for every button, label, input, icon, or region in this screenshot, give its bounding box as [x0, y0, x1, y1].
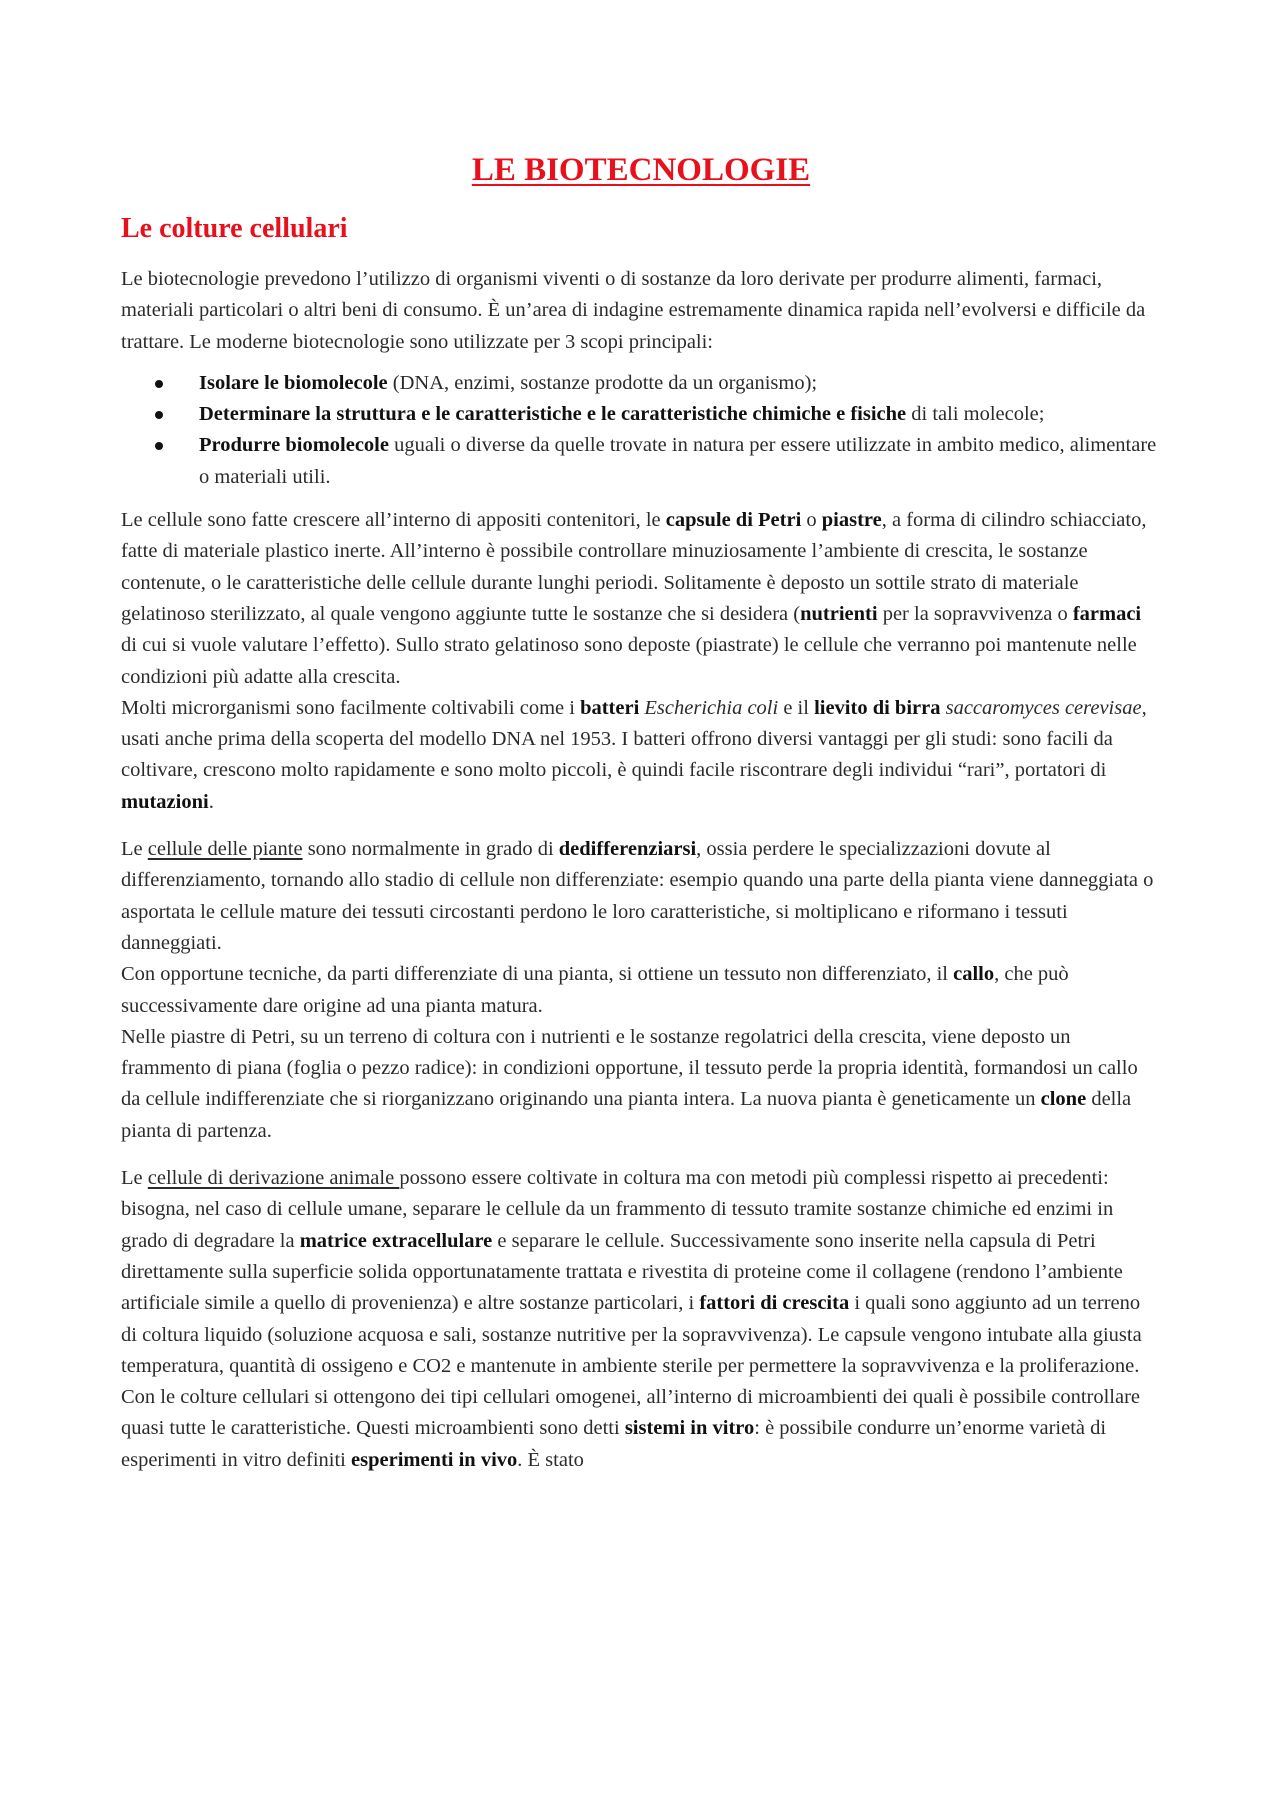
text-run: Nelle piastre di Petri, su un terreno di coltura con i nutrienti e le sostanze regolatrici della crescita, viene deposto un frammento di piana (foglia o pezzo radice): in condizioni opportune, il tessuto perde la propria identità, formandosi un callo da cellule indifferenziate che si riorganizzano originando una pianta intera. La nuova pianta è geneticamente un	[121, 1025, 1138, 1111]
microorganisms-paragraph	[121, 693, 1161, 818]
list-item-text: (DNA, enzimi, sostanze prodotte da un organismo);	[387, 371, 818, 394]
text-run: della pianta di partenza.	[121, 1088, 1132, 1142]
intro-text: Le biotecnologie prevedono l’utilizzo di organismi viventi o di sostanze da loro derivate per produrre alimenti, farmaci, materiali particolari o altri beni di consumo. È un’area di indagine estremamente dinamica rapida nell’evolversi e difficile da trattare. Le moderne biotecnologie sono utilizzate per 3 scopi principali:	[121, 268, 1146, 353]
petri-paragraph	[121, 505, 1161, 693]
text-run: Le cellule sono fatte crescere all’interno di appositi contenitori, le	[121, 509, 666, 532]
bold-term: esperimenti in vivo	[351, 1448, 518, 1471]
callus-paragraph	[121, 959, 1161, 1022]
list-item-bold: Produrre biomolecole	[199, 434, 389, 457]
list-item-bold: Determinare la struttura e le caratteristiche e le caratteristiche chimiche e fisiche	[199, 403, 907, 426]
list-item	[199, 399, 1161, 430]
list-item-text: di tali molecole;	[906, 403, 1045, 426]
paragraph-gap	[121, 1147, 1161, 1163]
italic-term: saccaromyces cerevisae	[945, 696, 1142, 719]
document-page	[121, 150, 1161, 1476]
text-run: : è possibile condurre un’enorme varietà di esperimenti in vitro definiti	[121, 1417, 1107, 1471]
underlined-term: cellule delle piante	[147, 838, 303, 861]
bold-term: callo	[953, 963, 995, 986]
text-run: , usati anche prima della scoperta del modello DNA nel 1953. I batteri offrono diversi vantaggi per gli studi: sono facili da coltivare, crescono molto rapidamente e sono molto piccoli, è quindi facile riscontrare degli individui “rari”, portatori di	[121, 696, 1147, 782]
list-item	[199, 430, 1161, 493]
bold-term: lievito di birra	[814, 696, 941, 719]
bold-term: clone	[1040, 1088, 1087, 1111]
text-run: Le	[121, 1167, 148, 1190]
bold-term: piastre	[821, 509, 882, 532]
bold-term: dedifferenziarsi	[558, 838, 697, 861]
intro-paragraph	[121, 264, 1161, 358]
text-run: per la sopravvivenza o	[877, 602, 1073, 625]
text-run: , che può successivamente dare origine ad una pianta matura.	[121, 963, 1069, 1017]
bold-term: farmaci	[1072, 602, 1142, 625]
text-run: , a forma di cilindro schiacciato, fatte di materiale plastico inerte. All’interno è possibile controllare minuziosamente l’ambiente di crescita, le sostanze contenute, o le caratteristiche delle cellule durante lunghi periodi. Solitamente è deposto un sottile strato di materiale gelatinoso sterilizzato, al quale vengono aggiunte tutte le sostanze che si desidera (	[121, 509, 1147, 625]
bold-term: mutazioni	[121, 790, 209, 813]
text-run: , ossia perdere le specializzazioni dovute al differenziamento, tornando allo stadio di cellule non differenziate: esempio quando una parte della pianta viene danneggiata o asportata le cellule mature dei tessuti circostanti perdono le loro caratteristiche, si moltiplicano e riformano i tessuti danneggiati.	[121, 838, 1154, 954]
purposes-list	[121, 368, 1161, 493]
text-run: Le	[121, 838, 148, 861]
text-run: Molti microrganismi sono facilmente coltivabili come i	[121, 696, 581, 719]
list-item-bold: Isolare le biomolecole	[199, 371, 388, 394]
bold-term: batteri	[580, 696, 640, 719]
text-run: sono normalmente in grado di	[302, 838, 559, 861]
text-run: di cui si vuole valutare l’effetto). Sullo strato gelatinoso sono deposte (piastrate) le cellule che verranno poi mantenute nelle condizioni più adatte alla crescita.	[121, 634, 1137, 688]
animal-cells-paragraph	[121, 1163, 1161, 1382]
italic-term: Escherichia coli	[644, 696, 779, 719]
plant-cells-paragraph	[121, 834, 1161, 959]
text-run: possono essere coltivate in coltura ma con metodi più complessi rispetto ai precedenti: bisogna, nel caso di cellule umane, separare le cellule da un frammento di tessuto tramite sostanze chimiche ed enzimi in grado di degradare la	[121, 1167, 1114, 1252]
text-run: i quali sono aggiunto ad un terreno di coltura liquido (soluzione acquosa e sali, sostanze nutritive per la sopravvivenza). Le capsule vengono intubate alla giusta temperatura, quantità di ossigeno e CO2 e mantenute in ambiente sterile per permettere la sopravvivenza e la proliferazione.	[121, 1292, 1142, 1377]
section-title: Le colture cellulari	[121, 213, 348, 244]
clone-paragraph	[121, 1022, 1161, 1147]
text-run: o	[801, 509, 822, 532]
text-run: Con le colture cellulari si ottengono dei tipi cellulari omogenei, all’interno di microambienti dei quali è possibile controllare quasi tutte le caratteristiche. Questi microambienti sono detti	[121, 1386, 1141, 1440]
in-vitro-paragraph	[121, 1382, 1161, 1476]
document-title: LE BIOTECNOLOGIE	[471, 152, 811, 188]
text-run: Con opportune tecniche, da parti differenziate di una pianta, si ottiene un tessuto non differenziato, il	[121, 963, 954, 986]
list-item-text: uguali o diverse da quelle trovate in natura per essere utilizzate in ambito medico, alimentare o materiali utili.	[199, 434, 1157, 488]
bold-term: sistemi in vitro	[624, 1417, 755, 1440]
text-run: . È stato	[517, 1448, 584, 1471]
text-run: .	[208, 790, 214, 813]
text-run: e il	[778, 696, 815, 719]
paragraph-gap	[121, 818, 1161, 834]
underlined-term: cellule di derivazione animale	[147, 1167, 400, 1190]
list-item	[199, 368, 1161, 399]
bold-term: matrice extracellulare	[299, 1229, 493, 1252]
bold-term: fattori di crescita	[699, 1292, 850, 1315]
bold-term: nutrienti	[800, 602, 878, 625]
bold-term: capsule di Petri	[665, 509, 802, 532]
text-run: e separare le cellule. Successivamente sono inserite nella capsula di Petri direttamente sulla superficie solida opportunatamente trattata e rivestita di proteine come il collagene (rendono l’ambiente artificiale simile a quello di provenienza) e altre sostanze particolari, i	[121, 1229, 1123, 1315]
